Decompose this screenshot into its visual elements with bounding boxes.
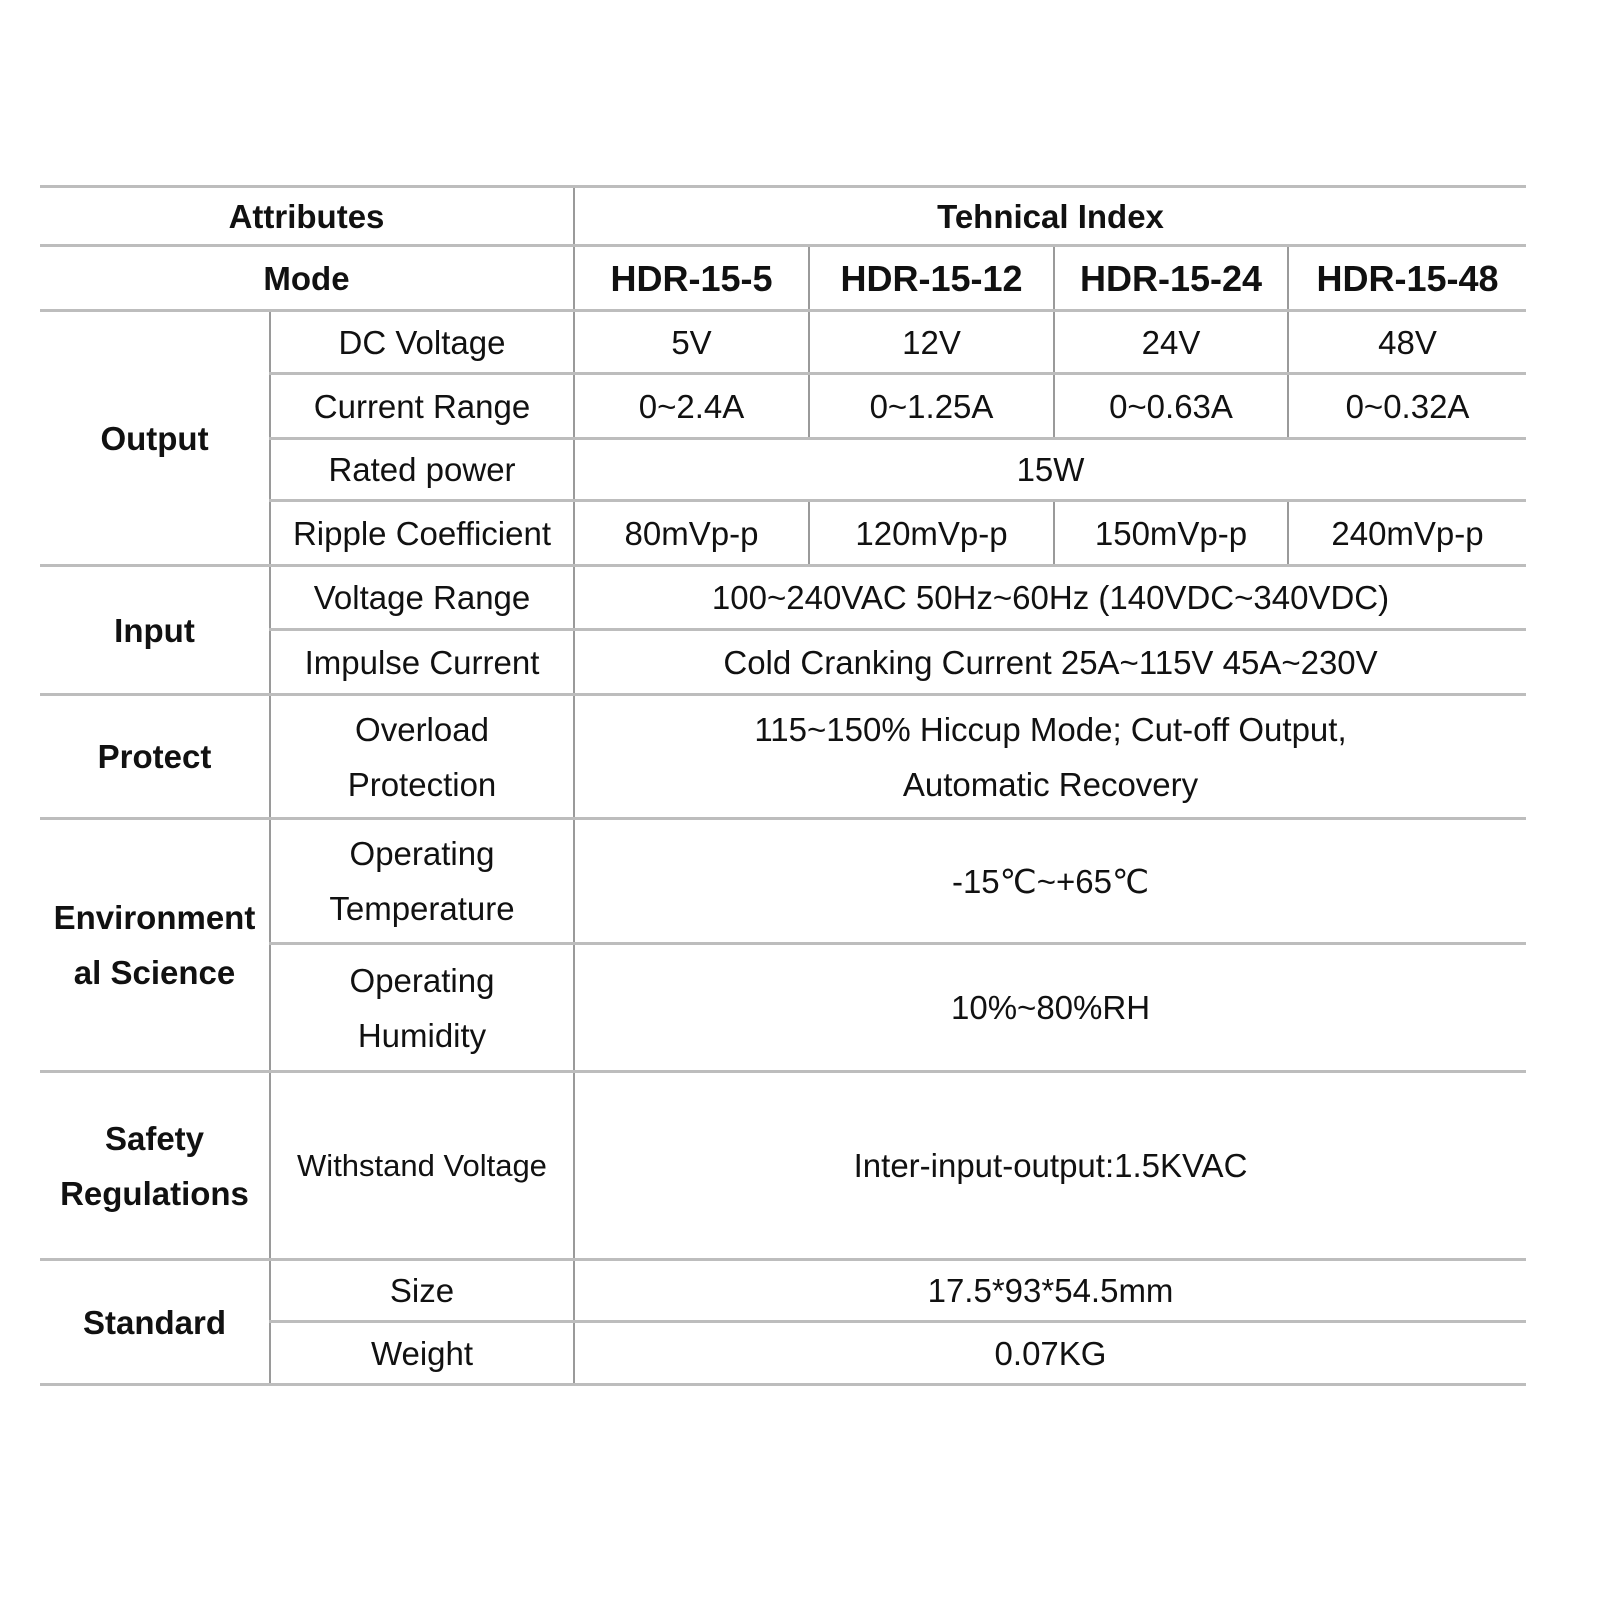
model-header: HDR-15-12 — [809, 246, 1054, 311]
environment-group-label — [40, 819, 270, 1072]
protect-group-label: Protect — [40, 695, 270, 819]
current-range-value: 0~0.32A — [1288, 374, 1526, 439]
mode-label: Mode — [40, 246, 574, 311]
safety-group-label — [40, 1072, 270, 1260]
withstand-row — [40, 1072, 1526, 1260]
overload-label — [270, 695, 574, 819]
dc-voltage-value: 48V — [1288, 311, 1526, 374]
rated-power-value: 15W — [574, 439, 1526, 501]
current-range-value: 0~1.25A — [809, 374, 1054, 439]
withstand-value: Inter-input-output:1.5KVAC — [574, 1072, 1526, 1260]
impulse-current-value: Cold Cranking Current 25A~115V 45A~230V — [574, 630, 1526, 695]
size-row — [40, 1260, 1526, 1322]
ripple-value: 150mVp-p — [1054, 501, 1288, 566]
temperature-label-line2: Temperature — [329, 890, 515, 927]
ripple-value: 240mVp-p — [1288, 501, 1526, 566]
temperature-label — [270, 819, 574, 944]
humidity-label-line2: Humidity — [357, 1016, 487, 1054]
current-range-value: 0~0.63A — [1054, 374, 1288, 439]
standard-group-label: Standard — [40, 1260, 270, 1385]
temperature-row — [40, 819, 1526, 944]
environment-group-line1: Environment — [53, 899, 256, 936]
dc-voltage-value: 5V — [574, 311, 809, 374]
spec-table — [40, 185, 1526, 1386]
impulse-current-label: Impulse Current — [270, 630, 574, 695]
current-range-label: Current Range — [270, 374, 574, 439]
model-header: HDR-15-5 — [574, 246, 809, 311]
header-row — [40, 187, 1526, 246]
humidity-value: 10%~80%RH — [574, 944, 1526, 1072]
size-value: 17.5*93*54.5mm — [574, 1260, 1526, 1322]
mode-row — [40, 246, 1526, 311]
size-label: Size — [270, 1260, 574, 1322]
humidity-label — [270, 944, 574, 1072]
temperature-value: -15℃~+65℃ — [574, 819, 1526, 944]
current-range-value: 0~2.4A — [574, 374, 809, 439]
output-group-label: Output — [40, 311, 270, 566]
overload-value-line1: 115~150% Hiccup Mode; Cut-off Output, — [754, 710, 1347, 748]
environment-group-line2: al Science — [73, 954, 236, 991]
overload-label-line1: Overload — [355, 710, 489, 748]
input-group-label: Input — [40, 566, 270, 695]
weight-label: Weight — [270, 1322, 574, 1385]
humidity-label-line1: Operating — [349, 961, 495, 999]
safety-group-line1: Safety — [104, 1119, 205, 1157]
dc-voltage-row — [40, 311, 1526, 374]
attributes-header: Attributes — [40, 187, 574, 246]
overload-row — [40, 695, 1526, 819]
voltage-range-label: Voltage Range — [270, 566, 574, 630]
ripple-value: 120mVp-p — [809, 501, 1054, 566]
overload-value — [574, 695, 1526, 819]
model-header: HDR-15-24 — [1054, 246, 1288, 311]
dc-voltage-label: DC Voltage — [270, 311, 574, 374]
withstand-label: Withstand Voltage — [270, 1072, 574, 1260]
dc-voltage-value: 24V — [1054, 311, 1288, 374]
ripple-label: Ripple Coefficient — [270, 501, 574, 566]
overload-label-line2: Protection — [347, 765, 497, 803]
rated-power-label: Rated power — [270, 439, 574, 501]
weight-value: 0.07KG — [574, 1322, 1526, 1385]
voltage-range-row — [40, 566, 1526, 630]
technical-index-header: Tehnical Index — [574, 187, 1526, 246]
voltage-range-value: 100~240VAC 50Hz~60Hz (140VDC~340VDC) — [574, 566, 1526, 630]
temperature-label-line1: Operating — [349, 835, 495, 872]
ripple-value: 80mVp-p — [574, 501, 809, 566]
dc-voltage-value: 12V — [809, 311, 1054, 374]
safety-group-line2: Regulations — [60, 1174, 249, 1212]
overload-value-line2: Automatic Recovery — [902, 765, 1199, 803]
model-header: HDR-15-48 — [1288, 246, 1526, 311]
